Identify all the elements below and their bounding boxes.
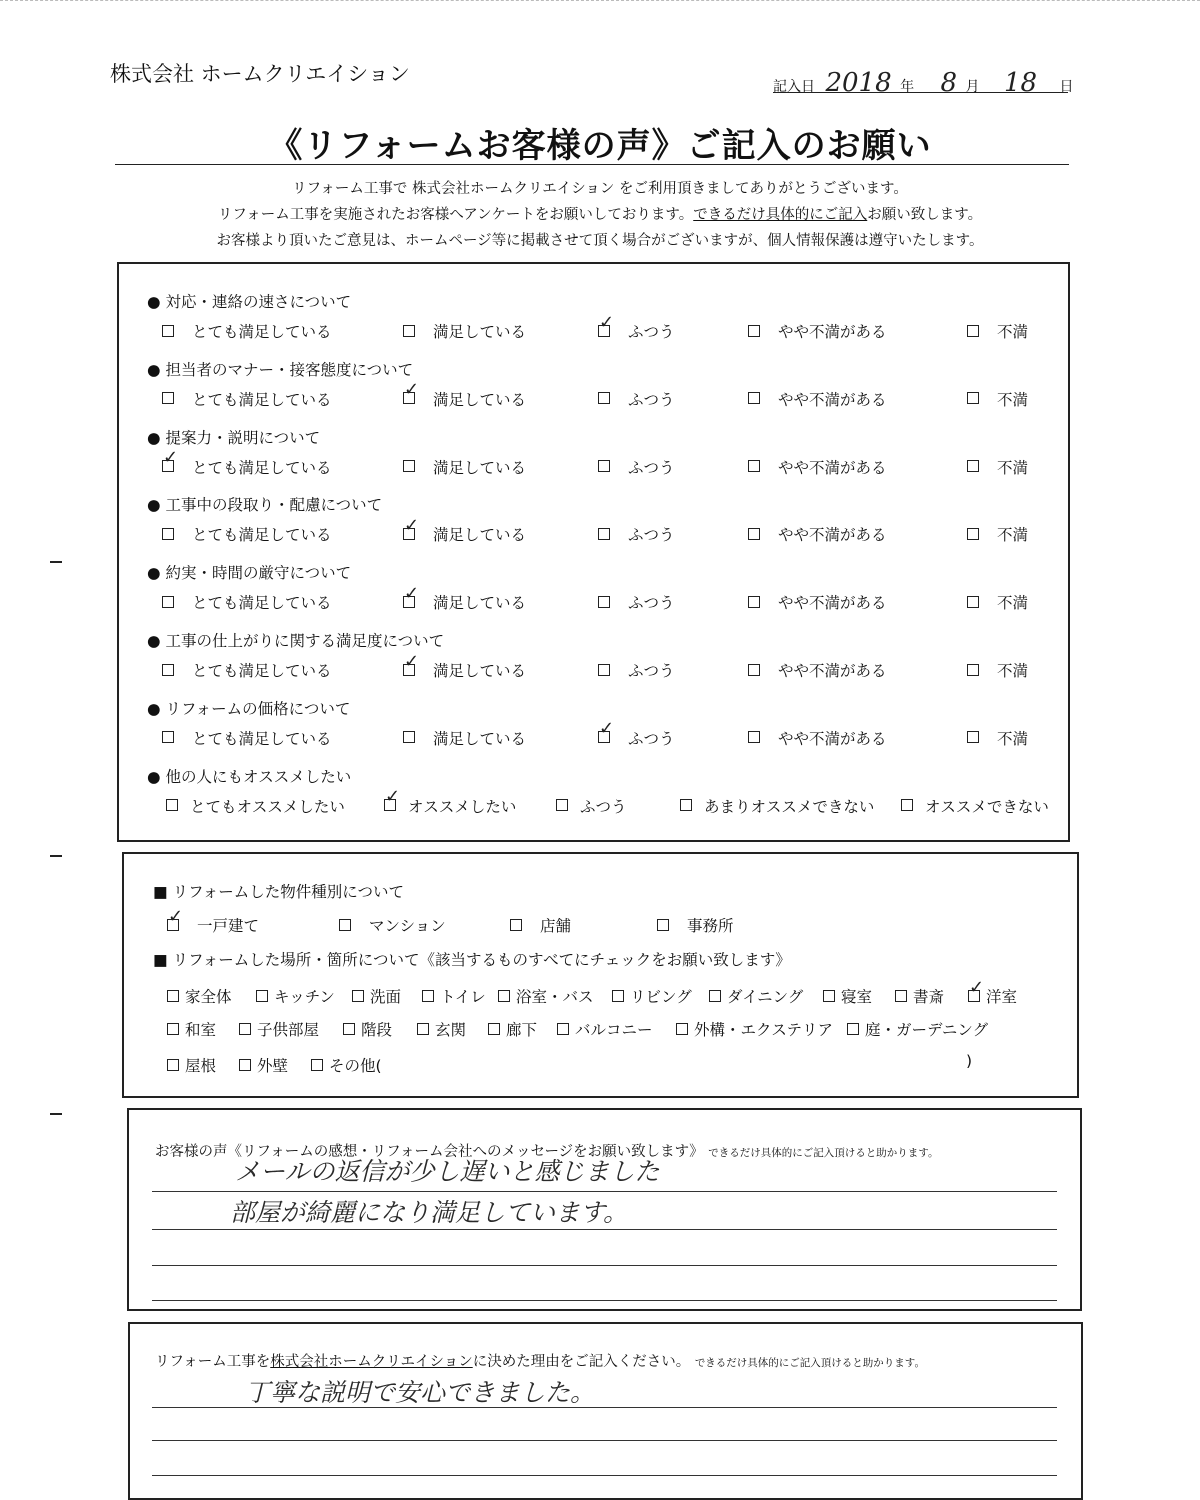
checkbox[interactable] — [968, 990, 980, 1002]
question-title: ● 担当者のマナー・接客態度について — [147, 360, 414, 379]
date-year[interactable]: 2018 — [825, 68, 892, 98]
place-option[interactable] — [895, 985, 944, 1007]
writing-line — [152, 1475, 1057, 1476]
rating-option[interactable] — [162, 727, 332, 749]
checkbox[interactable] — [556, 799, 568, 811]
intro-line-1: リフォーム工事で 株式会社ホームクリエイション をご利用頂きましてありがとうございます。 — [292, 181, 908, 197]
place-option[interactable] — [498, 985, 594, 1007]
place-option[interactable] — [676, 1018, 833, 1040]
checkbox[interactable] — [557, 1023, 569, 1035]
date-month-unit: 月 — [965, 79, 980, 95]
place-option[interactable] — [343, 1018, 392, 1040]
option-label: 不満 — [997, 390, 1029, 409]
reason-label — [155, 1350, 925, 1371]
place-option[interactable] — [352, 985, 401, 1007]
place-option[interactable] — [417, 1018, 466, 1040]
checkbox[interactable] — [162, 528, 174, 540]
checkbox[interactable] — [748, 325, 760, 337]
rating-option[interactable] — [967, 523, 1028, 545]
question-title: ● リフォームの価格について — [147, 699, 351, 718]
question-title: ● 約実・時間の厳守について — [147, 564, 352, 583]
checkbox[interactable] — [417, 1023, 429, 1035]
option-label: とても満足している — [192, 390, 332, 409]
rating-option[interactable] — [901, 795, 1049, 817]
voice-note: できるだけ具体的にご記入頂けると助かります。 — [708, 1147, 939, 1159]
option-label: 家全体 — [185, 988, 232, 1006]
option-label: 洋室 — [986, 988, 1018, 1006]
option-label: やや不満がある — [778, 729, 887, 748]
voice-label-text: お客様の声《リフォームの感想・リフォーム会社へのメッセージをお願い致します》 — [155, 1144, 704, 1160]
option-label: 外壁 — [257, 1057, 289, 1075]
rating-option[interactable] — [967, 727, 1028, 749]
place-option[interactable] — [847, 1018, 988, 1040]
checkbox[interactable] — [162, 731, 174, 743]
option-label: 書斎 — [913, 988, 945, 1006]
option-label: 満足している — [433, 323, 527, 341]
option-label: 屋根 — [185, 1057, 217, 1075]
checkbox[interactable] — [967, 460, 979, 472]
option-label: やや不満がある — [778, 662, 887, 680]
rating-option[interactable] — [403, 523, 526, 545]
option-label: 階段 — [361, 1021, 393, 1039]
option-label: 満足している — [433, 390, 527, 409]
place-option[interactable] — [709, 985, 803, 1007]
option-label: 満足している — [433, 458, 527, 477]
rating-option[interactable] — [680, 795, 874, 817]
rating-option[interactable] — [598, 727, 675, 749]
property-type-option[interactable] — [339, 914, 446, 936]
intro-line-3: お客様より頂いたご意見は、ホームページ等に掲載させて頂く場合がございますが、個人情報保護は遵守いたします。 — [216, 233, 984, 249]
option-label: やや不満がある — [778, 390, 887, 409]
option-label: やや不満がある — [778, 594, 887, 613]
places-title: ■ リフォームした場所・箇所について《該当するものすべてにチェックをお願い致します》 — [153, 951, 791, 969]
checkbox[interactable] — [167, 990, 179, 1002]
checkbox[interactable] — [967, 731, 979, 743]
checkbox[interactable] — [598, 392, 610, 404]
option-label: あまりオススメできない — [704, 797, 875, 816]
writing-line — [152, 1229, 1057, 1230]
checkbox[interactable] — [676, 1023, 688, 1035]
rating-option[interactable] — [748, 456, 887, 478]
rating-option[interactable] — [748, 523, 887, 545]
checkbox[interactable] — [709, 990, 721, 1002]
option-label: 店舗 — [540, 917, 572, 935]
rating-option[interactable] — [598, 388, 675, 410]
writing-line — [152, 1440, 1057, 1441]
checkbox[interactable] — [598, 596, 610, 608]
date-day[interactable]: 18 — [1003, 68, 1038, 98]
rating-option[interactable] — [403, 659, 526, 681]
rating-option[interactable] — [403, 456, 526, 478]
option-label: 不満 — [997, 526, 1029, 545]
rating-option[interactable] — [598, 320, 675, 342]
rating-option[interactable] — [748, 388, 887, 410]
reason-label-text: リフォーム工事を — [155, 1354, 271, 1370]
rating-option[interactable] — [403, 388, 526, 410]
checkbox[interactable] — [748, 664, 760, 676]
date-month[interactable]: 8 — [940, 68, 958, 98]
checkbox[interactable] — [901, 799, 913, 811]
checkbox[interactable] — [162, 664, 174, 676]
checkbox[interactable] — [403, 528, 415, 540]
rating-option[interactable] — [967, 320, 1028, 342]
checkbox[interactable] — [403, 664, 415, 676]
option-label: 満足している — [433, 662, 527, 680]
checkbox[interactable] — [256, 990, 268, 1002]
question-title: ● 工事中の段取り・配慮について — [147, 496, 383, 515]
option-label: 満足している — [433, 526, 527, 545]
checkbox[interactable] — [657, 919, 669, 931]
place-option[interactable] — [167, 1018, 216, 1040]
option-label: オススメしたい — [408, 797, 517, 816]
place-option[interactable] — [422, 985, 486, 1007]
title-underline — [115, 164, 1069, 165]
checkbox[interactable] — [598, 325, 610, 337]
option-label: 満足している — [433, 729, 527, 748]
checkbox[interactable] — [598, 664, 610, 676]
question-title: ● 工事の仕上がりに関する満足度について — [147, 632, 445, 650]
checkbox[interactable] — [967, 596, 979, 608]
date-label: 記入日 — [773, 79, 815, 95]
places-close-paren: ) — [966, 1052, 973, 1070]
option-label: 不満 — [997, 458, 1029, 477]
margin-mark — [50, 1113, 62, 1115]
option-label: 不満 — [997, 594, 1029, 613]
option-label: 不満 — [997, 323, 1029, 341]
property-type-title: ■ リフォームした物件種別について — [153, 883, 404, 901]
rating-option[interactable] — [403, 320, 526, 342]
checkbox[interactable] — [510, 919, 522, 931]
checkbox[interactable] — [498, 990, 510, 1002]
option-label: 玄関 — [435, 1021, 467, 1039]
option-label: ふつう — [628, 594, 675, 613]
company-name: 株式会社 ホームクリエイション — [110, 62, 410, 86]
place-option[interactable] — [823, 985, 872, 1007]
option-label: 不満 — [997, 729, 1029, 748]
property-type-option[interactable] — [167, 914, 259, 936]
checkbox[interactable] — [967, 528, 979, 540]
place-option[interactable] — [488, 1018, 537, 1040]
checkbox[interactable] — [598, 528, 610, 540]
option-label: 洗面 — [370, 988, 402, 1006]
rating-option[interactable] — [598, 523, 675, 545]
option-label: キッチン — [274, 988, 335, 1006]
reason-note: できるだけ具体的にご記入頂けると助かります。 — [694, 1357, 925, 1369]
option-label: やや不満がある — [778, 458, 887, 477]
rating-option[interactable] — [162, 388, 332, 410]
option-label: リビング — [630, 988, 692, 1006]
checkbox[interactable] — [403, 596, 415, 608]
option-label: バルコニー — [575, 1021, 653, 1039]
checkbox[interactable] — [895, 990, 907, 1002]
option-label: とても満足している — [192, 526, 332, 545]
checkbox[interactable] — [748, 731, 760, 743]
checkbox[interactable] — [680, 799, 692, 811]
checkbox[interactable] — [384, 799, 396, 811]
checkbox[interactable] — [403, 392, 415, 404]
checkbox[interactable] — [239, 1023, 251, 1035]
checkbox[interactable] — [167, 1023, 179, 1035]
checkbox[interactable] — [403, 325, 415, 337]
rating-option[interactable] — [162, 591, 332, 613]
checkbox[interactable] — [748, 460, 760, 472]
place-option[interactable] — [968, 985, 1017, 1007]
option-label: 廊下 — [506, 1021, 538, 1039]
option-label: ダイニング — [727, 988, 804, 1006]
writing-line — [152, 1407, 1057, 1408]
rating-option[interactable] — [967, 388, 1028, 410]
option-label: 和室 — [185, 1021, 217, 1039]
option-label: とても満足している — [192, 594, 332, 613]
option-label: 事務所 — [687, 917, 734, 935]
place-option[interactable] — [239, 1054, 288, 1076]
checkbox[interactable] — [352, 990, 364, 1002]
writing-line — [152, 1265, 1057, 1266]
intro-line-2 — [0, 202, 1200, 228]
rating-option[interactable] — [748, 591, 887, 613]
reason-answer-line-1[interactable]: 丁寧な説明で安心できました。 — [245, 1378, 596, 1407]
option-label: その他( — [329, 1057, 382, 1075]
rating-option[interactable] — [403, 591, 526, 613]
rating-option[interactable] — [598, 591, 675, 613]
option-label: ふつう — [628, 729, 675, 748]
checkbox[interactable] — [167, 1059, 179, 1071]
checkbox[interactable] — [748, 392, 760, 404]
checkbox[interactable] — [239, 1059, 251, 1071]
satisfaction-section — [117, 262, 1070, 842]
option-label: とても満足している — [192, 458, 332, 477]
checkbox[interactable] — [311, 1059, 323, 1071]
entry-date — [773, 68, 1074, 98]
checkbox[interactable] — [403, 460, 415, 472]
property-type-option[interactable] — [510, 914, 571, 936]
rating-option[interactable] — [162, 659, 332, 681]
checkbox[interactable] — [162, 596, 174, 608]
intro-line-2-text: リフォーム工事を実施されたお客様へアンケートをお願いしております。 — [217, 207, 694, 223]
checkbox[interactable] — [167, 919, 179, 931]
property-type-option[interactable] — [657, 914, 734, 936]
reason-section — [128, 1322, 1083, 1500]
rating-option[interactable] — [403, 727, 526, 749]
checkbox[interactable] — [612, 990, 624, 1002]
option-label: やや不満がある — [778, 323, 887, 341]
checkbox[interactable] — [339, 919, 351, 931]
option-label: 外構・エクステリア — [694, 1021, 834, 1039]
margin-mark — [50, 855, 62, 857]
option-label: やや不満がある — [778, 526, 887, 545]
option-label: ふつう — [628, 323, 675, 341]
rating-option[interactable] — [162, 523, 332, 545]
option-label: とても満足している — [192, 662, 332, 680]
rating-option[interactable] — [748, 320, 887, 342]
checkbox[interactable] — [823, 990, 835, 1002]
option-label: ふつう — [628, 526, 675, 545]
option-label: とても満足している — [192, 729, 332, 748]
checkbox[interactable] — [403, 731, 415, 743]
scan-edge — [0, 0, 1200, 1]
option-label: 子供部屋 — [257, 1021, 320, 1039]
option-label: ふつう — [628, 458, 675, 477]
checkbox[interactable] — [967, 392, 979, 404]
option-label: 庭・ガーデニング — [865, 1021, 989, 1039]
place-option[interactable] — [311, 1054, 382, 1076]
place-option[interactable] — [167, 985, 232, 1007]
margin-mark — [50, 561, 62, 563]
checkbox[interactable] — [748, 528, 760, 540]
place-option[interactable] — [557, 1018, 653, 1040]
checkbox[interactable] — [162, 460, 174, 472]
rating-option[interactable] — [748, 659, 887, 681]
option-label: 満足している — [433, 594, 527, 613]
writing-line — [152, 1300, 1057, 1301]
rating-option[interactable] — [967, 591, 1028, 613]
checkbox[interactable] — [847, 1023, 859, 1035]
checkbox[interactable] — [967, 325, 979, 337]
intro-line-2-tail: お願い致します。 — [867, 207, 983, 223]
question-title: ● 提案力・説明について — [147, 428, 321, 447]
option-label: 一戸建て — [197, 917, 260, 935]
rating-option[interactable] — [967, 659, 1028, 681]
checkbox[interactable] — [166, 799, 178, 811]
reason-label-company: 株式会社ホームクリエイション — [270, 1354, 473, 1370]
checkbox[interactable] — [488, 1023, 500, 1035]
rating-option[interactable] — [162, 456, 332, 478]
rating-option[interactable] — [598, 659, 675, 681]
writing-line — [152, 1191, 1057, 1192]
date-day-unit: 日 — [1059, 79, 1074, 95]
option-label: とてもオススメしたい — [190, 797, 345, 816]
rating-option[interactable] — [967, 456, 1028, 478]
reason-label-tail: に決めた理由をご記入ください。 — [472, 1354, 691, 1370]
date-year-unit: 年 — [900, 79, 915, 95]
checkbox[interactable] — [967, 664, 979, 676]
checkbox[interactable] — [343, 1023, 355, 1035]
option-label: ふつう — [628, 390, 675, 409]
question-title: ● 他の人にもオススメしたい — [147, 767, 352, 786]
option-label: マンション — [369, 917, 446, 935]
page-title: 《リフォームお客様の声》ご記入のお願い — [268, 126, 932, 166]
rating-option[interactable] — [598, 456, 675, 478]
place-option[interactable] — [612, 985, 692, 1007]
rating-option[interactable] — [384, 795, 516, 817]
checkbox[interactable] — [598, 460, 610, 472]
place-option[interactable] — [256, 985, 335, 1007]
rating-option[interactable] — [556, 795, 627, 817]
checkbox[interactable] — [162, 392, 174, 404]
rating-option[interactable] — [166, 795, 345, 817]
option-label: ふつう — [628, 662, 675, 680]
option-label: 不満 — [997, 662, 1029, 680]
option-label: 浴室・バス — [516, 988, 594, 1006]
question-title: ● 対応・連絡の速さについて — [147, 293, 352, 311]
option-label: 寝室 — [841, 988, 873, 1006]
option-label: オススメできない — [925, 797, 1049, 816]
option-label: トイレ — [440, 988, 486, 1006]
rating-option[interactable] — [162, 320, 332, 342]
place-option[interactable] — [167, 1054, 216, 1076]
checkbox[interactable] — [162, 325, 174, 337]
rating-option[interactable] — [748, 727, 887, 749]
place-option[interactable] — [239, 1018, 319, 1040]
option-label: とても満足している — [192, 323, 332, 341]
checkbox[interactable] — [748, 596, 760, 608]
checkbox[interactable] — [598, 731, 610, 743]
option-label: ふつう — [580, 797, 627, 816]
checkbox[interactable] — [422, 990, 434, 1002]
voice-answer-line-1[interactable]: メールの返信が少し遅いと感じました — [235, 1157, 660, 1186]
date-underline — [773, 92, 1068, 93]
voice-answer-line-2[interactable]: 部屋が綺麗になり満足しています。 — [230, 1198, 629, 1227]
intro-line-2-emphasis: できるだけ具体的にご記入 — [693, 207, 868, 223]
